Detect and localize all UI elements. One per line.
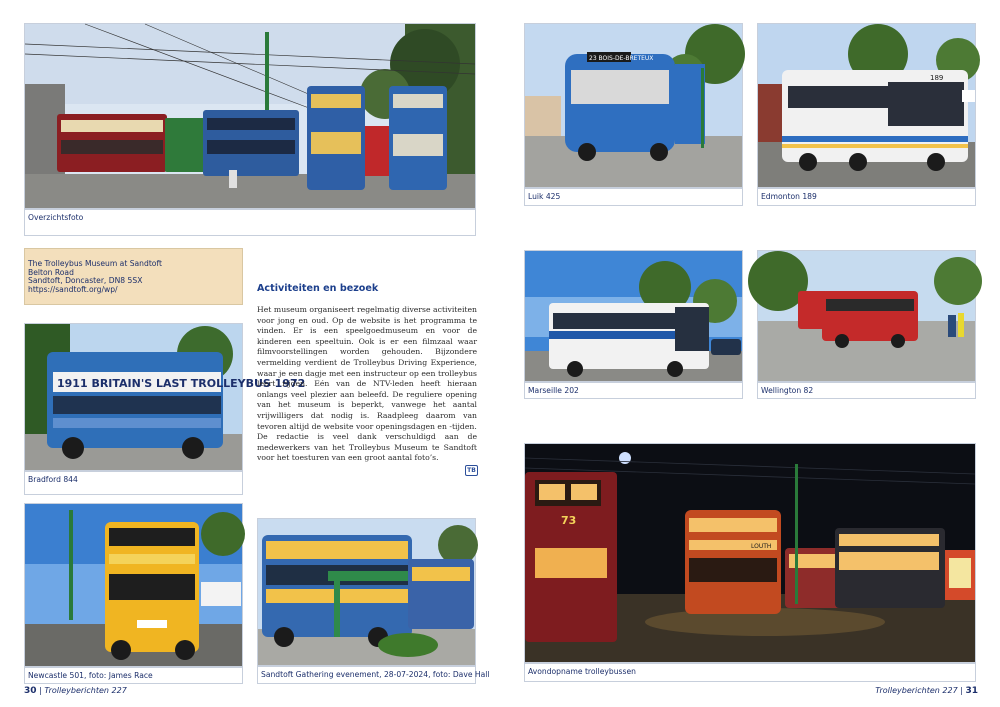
footer-left (24, 686, 127, 696)
article-body (257, 305, 477, 464)
caption-wellington: Wellington 82 (757, 382, 976, 399)
footer-separator-left: | (39, 686, 42, 695)
edmonton-photo (757, 23, 976, 188)
article-paragraph-2: De redactie is veel dank verschuldigd aan de medewerkers van het Trolleybus Museum te Sandtoft voor het toesturen van een groot aantal foto’s. (257, 432, 477, 463)
footer-right (875, 686, 978, 696)
caption-bradford: Bradford 844 (24, 471, 243, 495)
address-line-city: Sandtoft, Doncaster, DN8 5SX (28, 276, 143, 286)
caption-sandtoft-gathering: Sandtoft Gathering evenement, 28-07-2024, foto: Dave Hall (257, 666, 476, 684)
caption-night: Avondopname trolleybussen (524, 663, 976, 682)
marseille-photo (524, 250, 743, 382)
overview-photo (24, 23, 476, 209)
address-line-street: Belton Road (28, 267, 74, 277)
address-line-url[interactable]: https://sandtoft.org/wp/ (28, 284, 118, 294)
edmonton-num-text: 189 (930, 74, 944, 82)
night-photo (524, 443, 976, 663)
page-number-left: 30 (24, 686, 37, 696)
luik-dest-text: 23 BOIS-DE-BRETEUX (589, 55, 654, 62)
bradford-banner-text: 1911 BRITAIN'S LAST TROLLEYBUS 1972 (57, 377, 306, 390)
night-route-text: 73 (561, 514, 577, 527)
page-number-right: 31 (965, 686, 978, 696)
newcastle-photo (24, 503, 243, 667)
wellington-photo (757, 250, 976, 382)
end-of-article-icon: TB (465, 465, 478, 476)
article-paragraph-1: Het museum organiseert regelmatig diverse activiteiten voor jong en oud. Op de website is het programma te vinden. Er is een speelgoedmuseum en voor de kinderen een speeltuin. Ook is er een filmzaal waar filmvoorstellingen worden gehouden. Bijzondere vermelding verdient de Trolleybus Driving Experience, waar je een dagje met een instructeur op een trolleybus leert rijden. Eén van de NTV-leden heeft hieraan onlangs veel plezier aan beleefd. De reguliere opening van het museum is beperkt, vanwege het aantal vrijwilligers dat nodig is. Raadpleeg daarom van tevoren altijd de website voor openingsdagen en -tijden. (257, 305, 477, 431)
footer-title-left: Trolleyberichten 227 (44, 686, 127, 695)
bradford-photo (24, 323, 306, 471)
caption-edmonton: Edmonton 189 (757, 188, 976, 206)
footer-separator-right: | (960, 686, 963, 695)
article-heading: Activiteiten en bezoek (257, 283, 379, 294)
night-dest-text: LOUTH (751, 543, 772, 550)
footer-title-right: Trolleyberichten 227 (875, 686, 958, 695)
sandtoft-gathering-photo (257, 518, 476, 666)
museum-address (24, 248, 243, 305)
caption-newcastle: Newcastle 501, foto: James Race (24, 667, 243, 684)
address-line-name: The Trolleybus Museum at Sandtoft (28, 259, 162, 268)
caption-marseille: Marseille 202 (524, 382, 743, 399)
caption-overview: Overzichtsfoto (24, 209, 476, 236)
luik-photo (524, 23, 743, 188)
caption-luik: Luik 425 (524, 188, 743, 206)
